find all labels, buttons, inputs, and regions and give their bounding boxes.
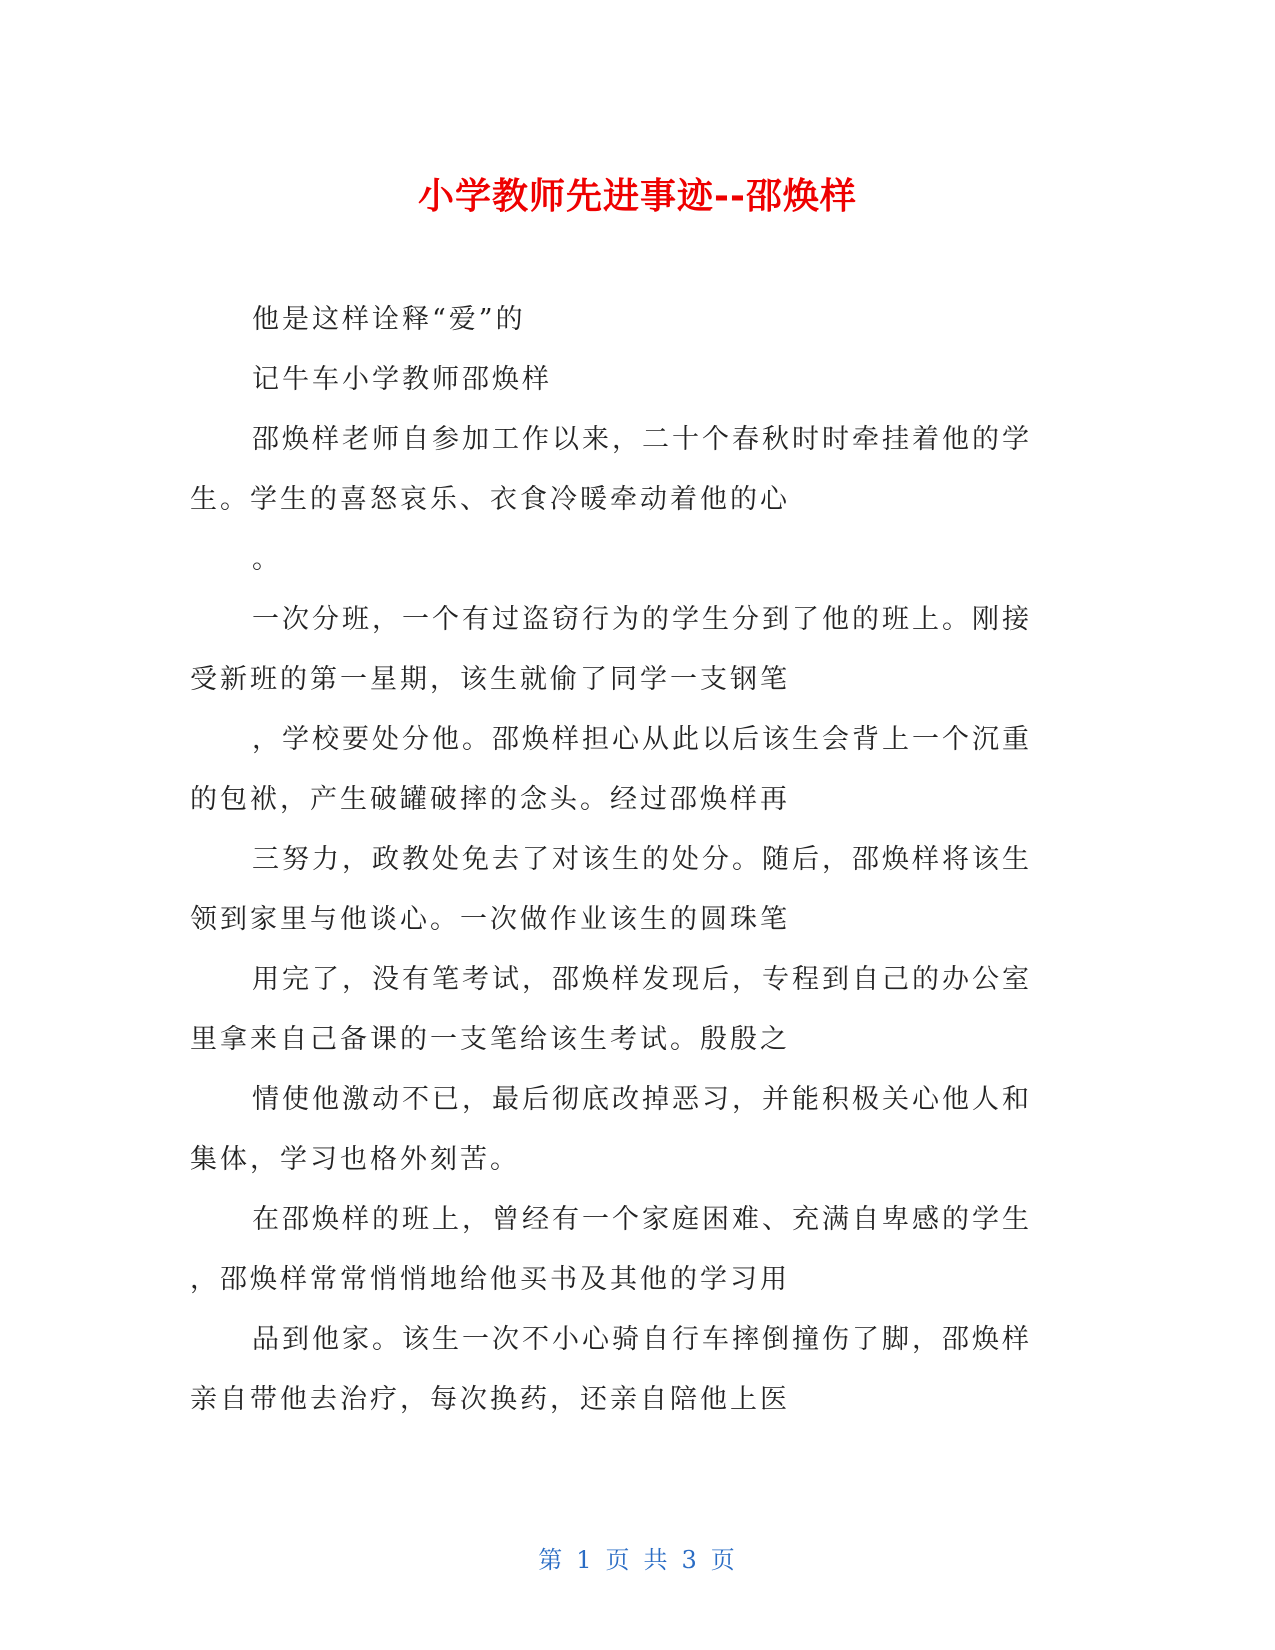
body-line: 他是这样诠释“爱”的 — [252, 304, 526, 335]
body-line: 三努力，政教处免去了对该生的处分。随后，邵焕样将该生 — [252, 844, 1032, 875]
footer-total-unit: 页 — [710, 1546, 737, 1574]
body-line: 用完了，没有笔考试，邵焕样发现后，专程到自己的办公室 — [252, 964, 1032, 995]
body-line: 里拿来自己备课的一支笔给该生考试。殷殷之 — [190, 1024, 790, 1055]
body-line: 受新班的第一星期，该生就偷了同学一支钢笔 — [190, 664, 790, 695]
page-footer — [0, 1540, 1275, 1575]
body-line: 邵焕样老师自参加工作以来，二十个春秋时时牵挂着他的学 — [252, 424, 1032, 455]
footer-total-label: 共 — [643, 1546, 670, 1574]
body-lines — [190, 290, 1070, 1430]
body-line: 亲自带他去治疗，每次换药，还亲自陪他上医 — [190, 1384, 790, 1415]
body-line: 集体，学习也格外刻苦。 — [190, 1144, 520, 1175]
body-line: ，学校要处分他。邵焕样担心从此以后该生会背上一个沉重 — [252, 724, 1032, 755]
footer-page-label: 第 — [538, 1546, 565, 1574]
body-line: 领到家里与他谈心。一次做作业该生的圆珠笔 — [190, 904, 790, 935]
body-line: ，邵焕样常常悄悄地给他买书及其他的学习用 — [190, 1264, 790, 1295]
body-line: 记牛车小学教师邵焕样 — [252, 364, 552, 395]
document-body — [190, 290, 1070, 1430]
footer-total-pages: 3 — [681, 1546, 699, 1574]
footer-current-page: 1 — [576, 1546, 594, 1574]
body-line: 一次分班，一个有过盗窃行为的学生分到了他的班上。刚接 — [252, 604, 1032, 635]
body-line: 生。学生的喜怒哀乐、衣食冷暖牵动着他的心 — [190, 484, 790, 515]
body-line: 品到他家。该生一次不小心骑自行车摔倒撞伤了脚，邵焕样 — [252, 1324, 1032, 1355]
document-title: 小学教师先进事迹--邵焕样 — [418, 176, 857, 217]
body-line: 情使他激动不已，最后彻底改掉恶习，并能积极关心他人和 — [252, 1084, 1032, 1115]
body-line: 。 — [252, 544, 282, 575]
body-line: 的包袱，产生破罐破摔的念头。经过邵焕样再 — [190, 784, 790, 815]
body-line: 在邵焕样的班上，曾经有一个家庭困难、充满自卑感的学生 — [252, 1204, 1032, 1235]
footer-page-unit: 页 — [605, 1546, 632, 1574]
